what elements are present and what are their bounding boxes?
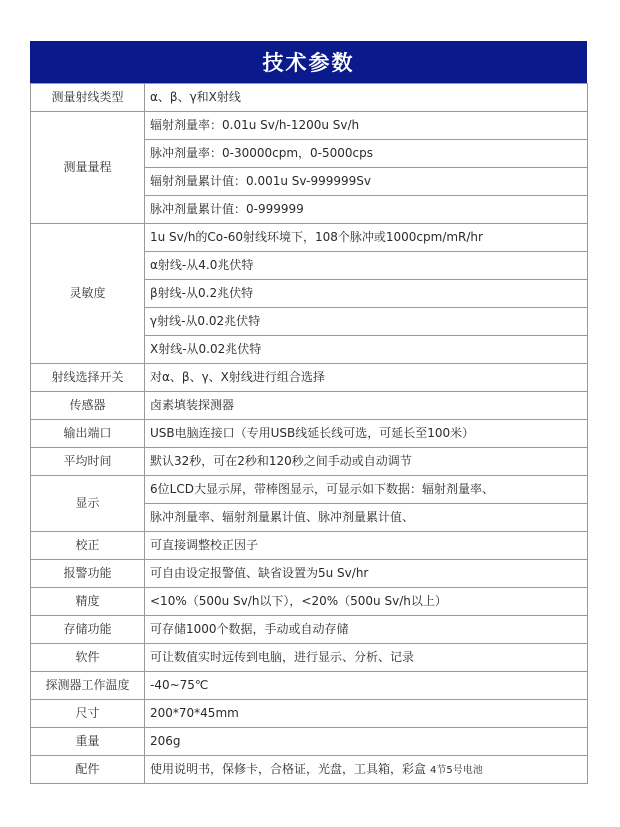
row-value: 脉冲剂量率：0-30000cpm，0-5000cps (145, 140, 588, 168)
row-value: 辐射剂量累计值：0.001u Sv-999999Sv (145, 168, 588, 196)
row-label: 显示 (31, 476, 145, 532)
row-value: γ射线-从0.02兆伏特 (145, 308, 588, 336)
table-row (31, 532, 588, 560)
table-row (31, 560, 588, 588)
row-value: 卤素填装探测器 (145, 392, 588, 420)
table-row (31, 700, 588, 728)
row-value: 6位LCD大显示屏，带棒图显示，可显示如下数据：辐射剂量率、 (145, 476, 588, 504)
row-value: 脉冲剂量累计值：0-999999 (145, 196, 588, 224)
row-label: 灵敏度 (31, 224, 145, 364)
row-label: 传感器 (31, 392, 145, 420)
row-label: 存储功能 (31, 616, 145, 644)
row-value: X射线-从0.02兆伏特 (145, 336, 588, 364)
spec-table (30, 83, 588, 784)
battery-note: 4节5号电池 (430, 764, 483, 776)
row-label: 输出端口 (31, 420, 145, 448)
row-value-cell (145, 756, 588, 784)
table-row (31, 672, 588, 700)
table-row (31, 588, 588, 616)
table-row (31, 728, 588, 756)
row-value: 1u Sv/h的Co-60射线环境下，108个脉冲或1000cpm/mR/hr (145, 224, 588, 252)
spec-sheet (30, 41, 587, 784)
row-value: 脉冲剂量率、辐射剂量累计值、脉冲剂量累计值、 (145, 504, 588, 532)
row-label: 校正 (31, 532, 145, 560)
row-value: USB电脑连接口（专用USB线延长线可选，可延长至100米） (145, 420, 588, 448)
row-label: 软件 (31, 644, 145, 672)
table-row (31, 448, 588, 476)
row-value: 200*70*45mm (145, 700, 588, 728)
row-value: 辐射剂量率：0.01u Sv/h-1200u Sv/h (145, 112, 588, 140)
table-row (31, 644, 588, 672)
table-row (31, 224, 588, 252)
table-row (31, 756, 588, 784)
spec-title-banner (30, 41, 587, 83)
table-row (31, 364, 588, 392)
row-label: 射线选择开关 (31, 364, 145, 392)
row-label: 尺寸 (31, 700, 145, 728)
row-value: α、β、γ和X射线 (145, 84, 588, 112)
row-label: 测量射线类型 (31, 84, 145, 112)
row-value: 可直接调整校正因子 (145, 532, 588, 560)
table-row (31, 616, 588, 644)
row-label: 测量量程 (31, 112, 145, 224)
table-row (31, 112, 588, 140)
row-value: 使用说明书，保修卡，合格证，光盘，工具箱，彩盒 (150, 761, 427, 776)
row-label: 精度 (31, 588, 145, 616)
row-value: 对α、β、γ、X射线进行组合选择 (145, 364, 588, 392)
row-label: 重量 (31, 728, 145, 756)
row-label: 配件 (31, 756, 145, 784)
table-row (31, 476, 588, 504)
row-value: 206g (145, 728, 588, 756)
row-value: 可自由设定报警值、缺省设置为5u Sv/hr (145, 560, 588, 588)
table-row (31, 84, 588, 112)
spec-title: 技术参数 (262, 51, 355, 75)
row-value: 默认32秒，可在2秒和120秒之间手动或自动调节 (145, 448, 588, 476)
row-value: -40~75℃ (145, 672, 588, 700)
row-value: 可让数值实时远传到电脑，进行显示、分析、记录 (145, 644, 588, 672)
row-label: 平均时间 (31, 448, 145, 476)
row-value: β射线-从0.2兆伏特 (145, 280, 588, 308)
row-label: 报警功能 (31, 560, 145, 588)
row-value: 可存储1000个数据，手动或自动存储 (145, 616, 588, 644)
row-value: <10%（500u Sv/h以下），<20%（500u Sv/h以上） (145, 588, 588, 616)
table-row (31, 420, 588, 448)
row-label: 探测器工作温度 (31, 672, 145, 700)
row-value: α射线-从4.0兆伏特 (145, 252, 588, 280)
table-row (31, 392, 588, 420)
